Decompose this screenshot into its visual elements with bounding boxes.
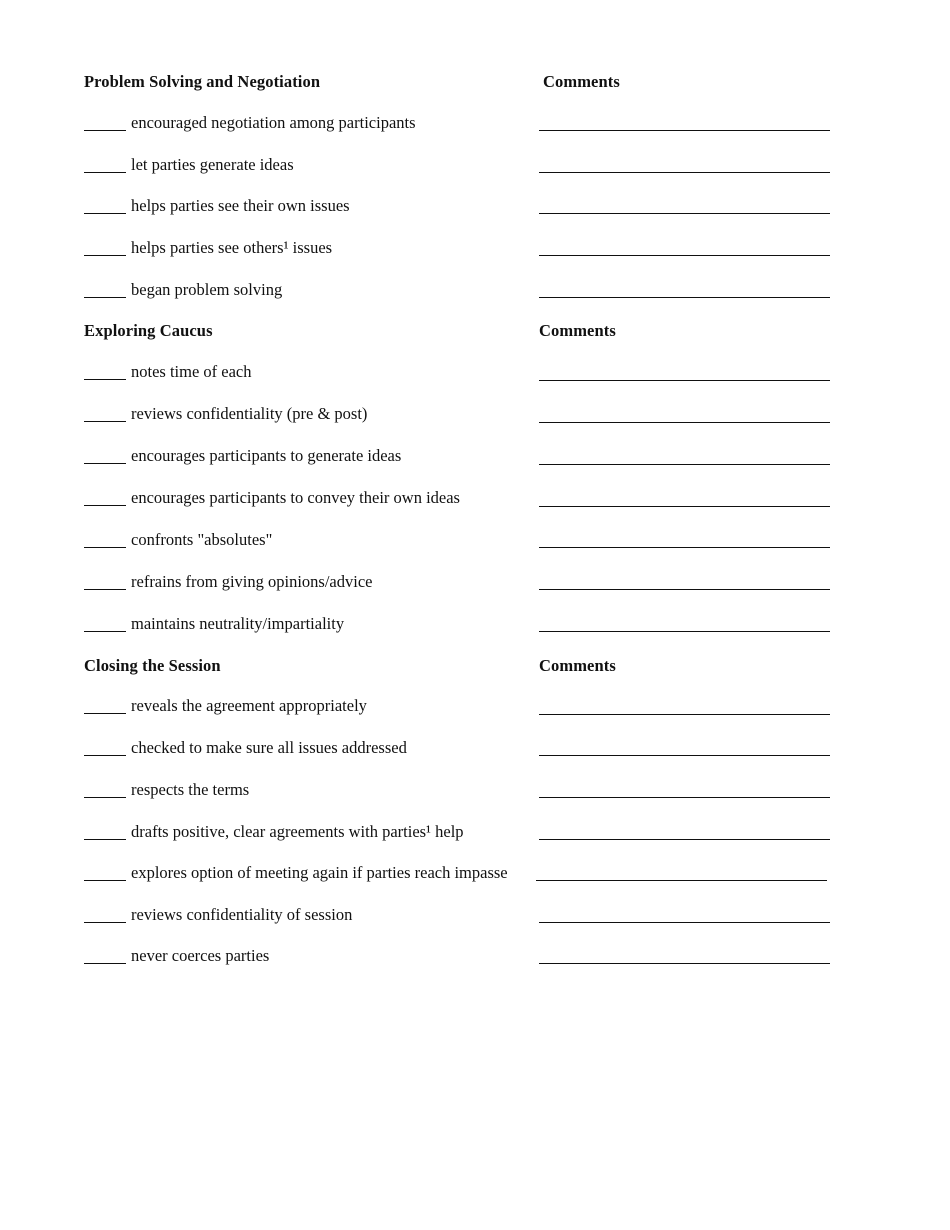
check-blank[interactable] [84,880,126,881]
item-label: helps parties see others¹ issues [131,238,333,257]
item-label: reviews confidentiality (pre & post) [131,404,368,423]
section-problem-solving-header [84,72,844,94]
comment-line[interactable] [539,922,830,923]
item-label: never coerces parties [131,946,270,965]
check-blank[interactable] [84,213,126,214]
checklist-item [84,696,844,720]
item-label: helps parties see their own issues [131,196,350,215]
check-blank[interactable] [84,713,126,714]
item-label: refrains from giving opinions/advice [131,572,373,591]
comment-line[interactable] [536,880,827,881]
item-label: maintains neutrality/impartiality [131,614,345,633]
item-label: encourages participants to generate ideas [131,446,402,465]
check-blank[interactable] [84,130,126,131]
section-title: Problem Solving and Negotiation [84,72,321,91]
checklist-item [84,614,844,638]
check-blank[interactable] [84,922,126,923]
checklist-item [84,572,844,596]
comment-line[interactable] [539,631,830,632]
comment-line[interactable] [539,547,830,548]
comments-column-heading: Comments [539,656,616,675]
check-blank[interactable] [84,963,126,964]
checklist-item [84,196,844,220]
checklist-item [84,488,844,512]
check-blank[interactable] [84,755,126,756]
item-label: explores option of meeting again if parties reach impasse [131,863,508,882]
item-label: encourages participants to convey their own ideas [131,488,460,507]
check-blank[interactable] [84,255,126,256]
checklist-item [84,362,844,386]
checklist-item [84,280,844,304]
section-exploring-caucus-header [84,321,844,343]
item-label: reviews confidentiality of session [131,905,353,924]
checklist-item [84,738,844,762]
section-title: Closing the Session [84,656,221,675]
item-label: let parties generate ideas [131,155,294,174]
check-blank[interactable] [84,631,126,632]
check-blank[interactable] [84,421,126,422]
comment-line[interactable] [539,755,830,756]
checklist-item [84,530,844,554]
check-blank[interactable] [84,547,126,548]
item-label: began problem solving [131,280,283,299]
check-blank[interactable] [84,463,126,464]
comment-line[interactable] [539,464,830,465]
check-blank[interactable] [84,172,126,173]
comments-column-heading: Comments [539,321,616,340]
checklist-item [84,155,844,179]
checklist-item [84,822,844,846]
check-blank[interactable] [84,839,126,840]
comment-line[interactable] [539,213,830,214]
checklist-item [84,238,844,262]
comment-line[interactable] [539,797,830,798]
checklist-item [84,780,844,804]
section-title: Exploring Caucus [84,321,213,340]
comment-line[interactable] [539,380,830,381]
comment-line[interactable] [539,506,830,507]
comments-column-heading: Comments [543,72,620,91]
comment-line[interactable] [539,422,830,423]
checklist-item [84,113,844,137]
comment-line[interactable] [539,172,830,173]
check-blank[interactable] [84,589,126,590]
item-label: respects the terms [131,780,250,799]
checklist-item [84,905,844,929]
item-label: encouraged negotiation among participants [131,113,416,132]
check-blank[interactable] [84,505,126,506]
comment-line[interactable] [539,297,830,298]
comment-line[interactable] [539,839,830,840]
section-closing-session-header [84,656,844,678]
comment-line[interactable] [539,255,830,256]
comment-line[interactable] [539,963,830,964]
comment-line[interactable] [539,130,830,131]
comment-line[interactable] [539,589,830,590]
checklist-item [84,404,844,428]
item-label: drafts positive, clear agreements with parties¹ help [131,822,464,841]
check-blank[interactable] [84,379,126,380]
checklist-item [84,946,844,970]
checklist-item [84,863,844,887]
check-blank[interactable] [84,797,126,798]
check-blank[interactable] [84,297,126,298]
item-label: notes time of each [131,362,252,381]
item-label: confronts "absolutes" [131,530,273,549]
comment-line[interactable] [539,714,830,715]
item-label: checked to make sure all issues addressed [131,738,407,757]
checklist-item [84,446,844,470]
item-label: reveals the agreement appropriately [131,696,367,715]
